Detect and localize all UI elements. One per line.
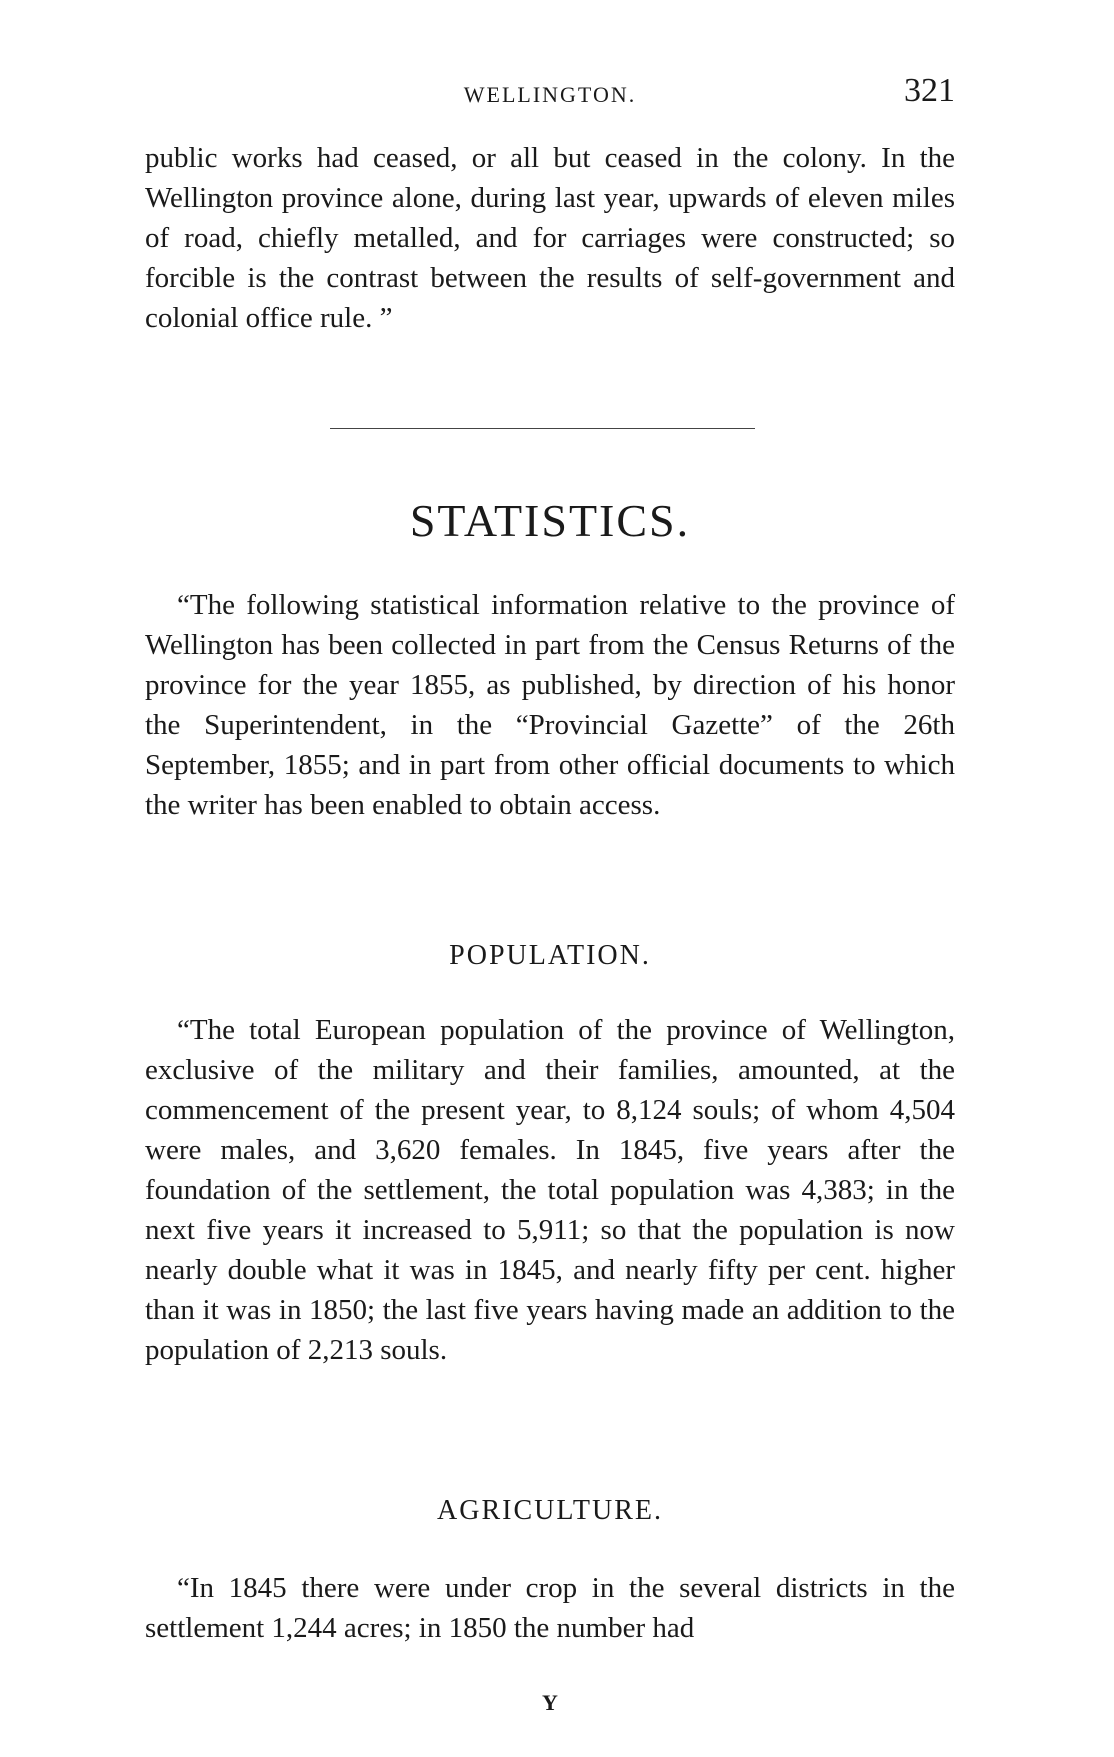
continuation-paragraph-block — [145, 138, 955, 338]
population-paragraph: “The total European population of the province of Wellington, exclusive of the military and their families, amounted, at the commencement of the present year, to 8,124 souls; of whom 4,504 were males, and 3,620 females. In 1845, five years after the foundation of the settlement, the total population was 4,383; in the next five years it increased to 5,911; so that the population is now nearly double what it was in 1845, and nearly fifty per cent. higher than it was in 1850; the last five years having made an addition to the population of 2,213 souls. — [145, 1014, 955, 1366]
population-block — [145, 1010, 955, 1370]
statistics-intro-paragraph: “The following statistical information relative to the province of Wellington has been collected in part from the Census Returns of the province for the year 1855, as published, by direction of his honor the Superintendent, in the “Provincial Gazette” of the 26th September, 1855; and in part from other official documents to which the writer has been enabled to obtain access. — [145, 589, 955, 821]
page-number: 321 — [904, 72, 955, 109]
agriculture-paragraph: “In 1845 there were under crop in the several districts in the settlement 1,244 acres; in 1850 the number had — [145, 1572, 955, 1644]
running-title: WELLINGTON. — [463, 82, 637, 107]
signature-mark: Y — [542, 1690, 558, 1715]
continuation-paragraph: public works had ceased, or all but ceased in the colony. In the Wellington province alone, during last year, upwards of eleven miles of road, chiefly metalled, and for carriages were constructed; so forcible is the contrast between the results of self-government and colonial office rule. ” — [145, 142, 955, 334]
statistics-intro-block — [145, 585, 955, 825]
agriculture-block — [145, 1568, 955, 1648]
statistics-title: STATISTICS. — [409, 495, 691, 546]
population-heading: POPULATION. — [449, 940, 651, 971]
section-divider — [330, 428, 755, 429]
agriculture-heading: AGRICULTURE. — [437, 1495, 663, 1526]
running-head — [145, 72, 955, 112]
